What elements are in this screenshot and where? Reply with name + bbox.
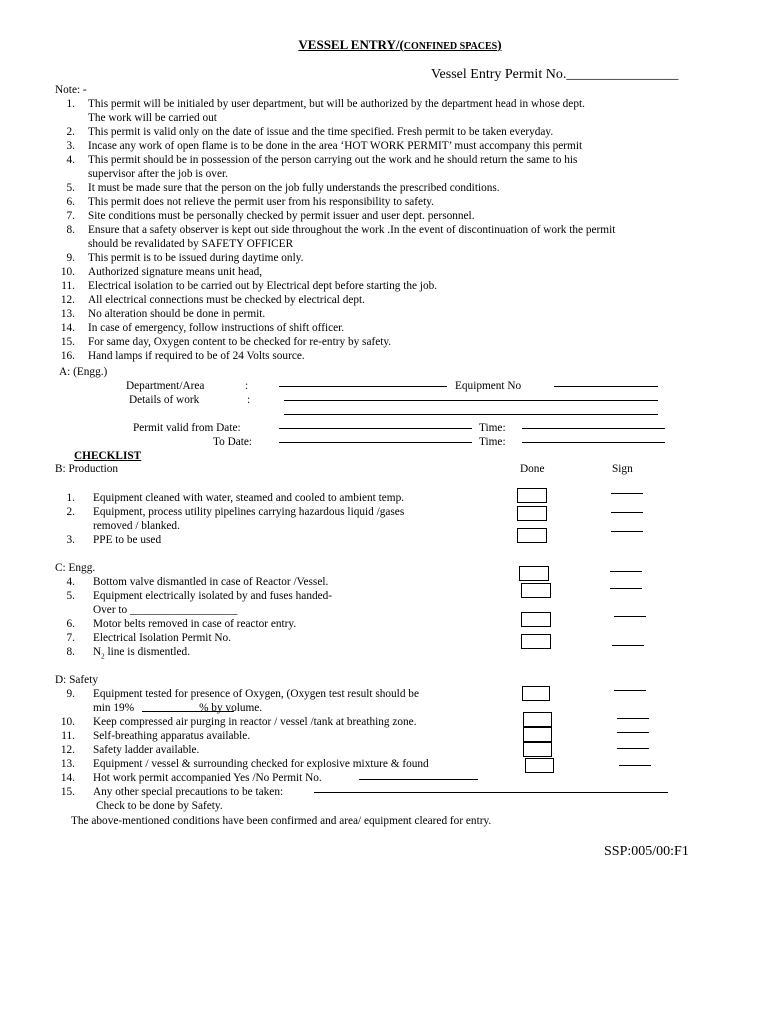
- sign-line[interactable]: [617, 718, 649, 719]
- note-item: 11. Electrical isolation to be carried out by Electrical dept before starting the job.: [61, 280, 438, 292]
- done-checkbox[interactable]: [523, 742, 552, 757]
- done-checkbox[interactable]: [519, 566, 549, 581]
- done-checkbox[interactable]: [523, 712, 552, 727]
- done-checkbox[interactable]: [521, 612, 551, 627]
- section-d-label: D: Safety: [55, 674, 98, 686]
- sign-line[interactable]: [617, 732, 649, 733]
- valid-from-date-field[interactable]: [279, 428, 472, 429]
- note-label: Note: -: [55, 84, 87, 96]
- to-date-label: To Date:: [213, 436, 253, 448]
- page-title: VESSEL ENTRY/(CONFINED SPACES): [298, 37, 502, 52]
- note-item: 9. This permit is to be issued during daytime only.: [66, 252, 304, 264]
- sign-line[interactable]: [617, 748, 649, 749]
- note-item: 13. No alteration should be done in permit.: [60, 308, 266, 320]
- section-a-label: A: (Engg.): [59, 366, 108, 378]
- sign-line[interactable]: [610, 571, 642, 572]
- section-b-label: B: Production: [55, 463, 119, 475]
- checklist-heading: CHECKLIST: [74, 450, 142, 462]
- details-of-work-field-2[interactable]: [284, 414, 658, 415]
- done-checkbox[interactable]: [525, 758, 554, 773]
- time-label-from: Time:: [479, 422, 506, 434]
- done-checkbox[interactable]: [517, 506, 547, 521]
- sign-line[interactable]: [611, 493, 643, 494]
- note-item: 8. Ensure that a safety observer is kept out side throughout the work .In the event of discontinuation of work the permit should be revalidated by SAFETY OFFICER: [66, 224, 616, 250]
- done-checkbox[interactable]: [521, 634, 551, 649]
- done-checkbox[interactable]: [521, 583, 551, 598]
- oxygen-result-field[interactable]: [142, 711, 234, 712]
- department-colon: :: [245, 380, 249, 392]
- done-checkbox[interactable]: [517, 488, 547, 503]
- sign-line[interactable]: [619, 765, 651, 766]
- notes-list: [55, 97, 715, 363]
- details-of-work-label: Details of work: [129, 394, 200, 406]
- note-item: 4. This permit should be in possession of the person carrying out the work and he should return the same to his supervisor after the job is over.: [66, 154, 578, 180]
- note-item: 1. This permit will be initialed by user department, but will be authorized by the department head in whose dept. The work will be carried out: [66, 98, 585, 124]
- sign-line[interactable]: [610, 588, 642, 589]
- sign-column-header: Sign: [612, 463, 633, 475]
- note-item: 10. Authorized signature means unit head,: [60, 266, 263, 278]
- done-checkbox[interactable]: [522, 686, 550, 701]
- sign-line[interactable]: [614, 690, 646, 691]
- valid-from-label: Permit valid from Date:: [133, 422, 241, 434]
- to-time-field[interactable]: [522, 442, 665, 443]
- time-label-to: Time:: [479, 436, 506, 448]
- note-item: 7. Site conditions must be personally checked by permit issuer and user dept. personnel.: [66, 210, 475, 222]
- details-colon: :: [247, 394, 251, 406]
- note-item: 16. Hand lamps if required to be of 24 Volts source.: [60, 350, 305, 362]
- note-item: 15. For same day, Oxygen content to be checked for re-entry by safety.: [60, 336, 392, 348]
- note-item: 14. In case of emergency, follow instructions of shift officer.: [60, 322, 345, 334]
- done-column-header: Done: [520, 463, 545, 475]
- note-item: 12. All electrical connections must be checked by electrical dept.: [60, 294, 365, 306]
- special-precautions-field[interactable]: [314, 792, 668, 793]
- sign-line[interactable]: [611, 512, 643, 513]
- sign-line[interactable]: [614, 616, 646, 617]
- permit-number-field: Vessel Entry Permit No.________________: [431, 67, 679, 82]
- hot-work-permit-no-field[interactable]: [359, 779, 478, 780]
- department-label: Department/Area: [126, 380, 205, 392]
- note-item: 3. Incase any work of open flame is to be done in the area ‘HOT WORK PERMIT’ must accompany this permit: [66, 140, 583, 152]
- form-code: SSP:005/00:F1: [604, 844, 689, 859]
- valid-from-time-field[interactable]: [522, 428, 665, 429]
- done-checkbox[interactable]: [517, 528, 547, 543]
- department-field[interactable]: [279, 386, 447, 387]
- note-item: 6. This permit does not relieve the permit user from his responsibility to safety.: [66, 196, 434, 208]
- equipment-no-label: Equipment No: [455, 380, 522, 392]
- note-item: 5. It must be made sure that the person on the job fully understands the prescribed conditions.: [66, 182, 500, 194]
- section-c-label: C: Engg.: [55, 562, 96, 574]
- to-date-field[interactable]: [279, 442, 472, 443]
- note-item: 2. This permit is valid only on the date of issue and the time specified. Fresh permit to be taken everyday.: [66, 126, 554, 138]
- sign-line[interactable]: [611, 531, 643, 532]
- details-of-work-field[interactable]: [284, 400, 658, 401]
- equipment-no-field[interactable]: [554, 386, 658, 387]
- done-checkbox[interactable]: [523, 727, 552, 742]
- sign-line[interactable]: [612, 645, 644, 646]
- closing-statement: The above-mentioned conditions have been confirmed and area/ equipment cleared for entry.: [71, 815, 492, 827]
